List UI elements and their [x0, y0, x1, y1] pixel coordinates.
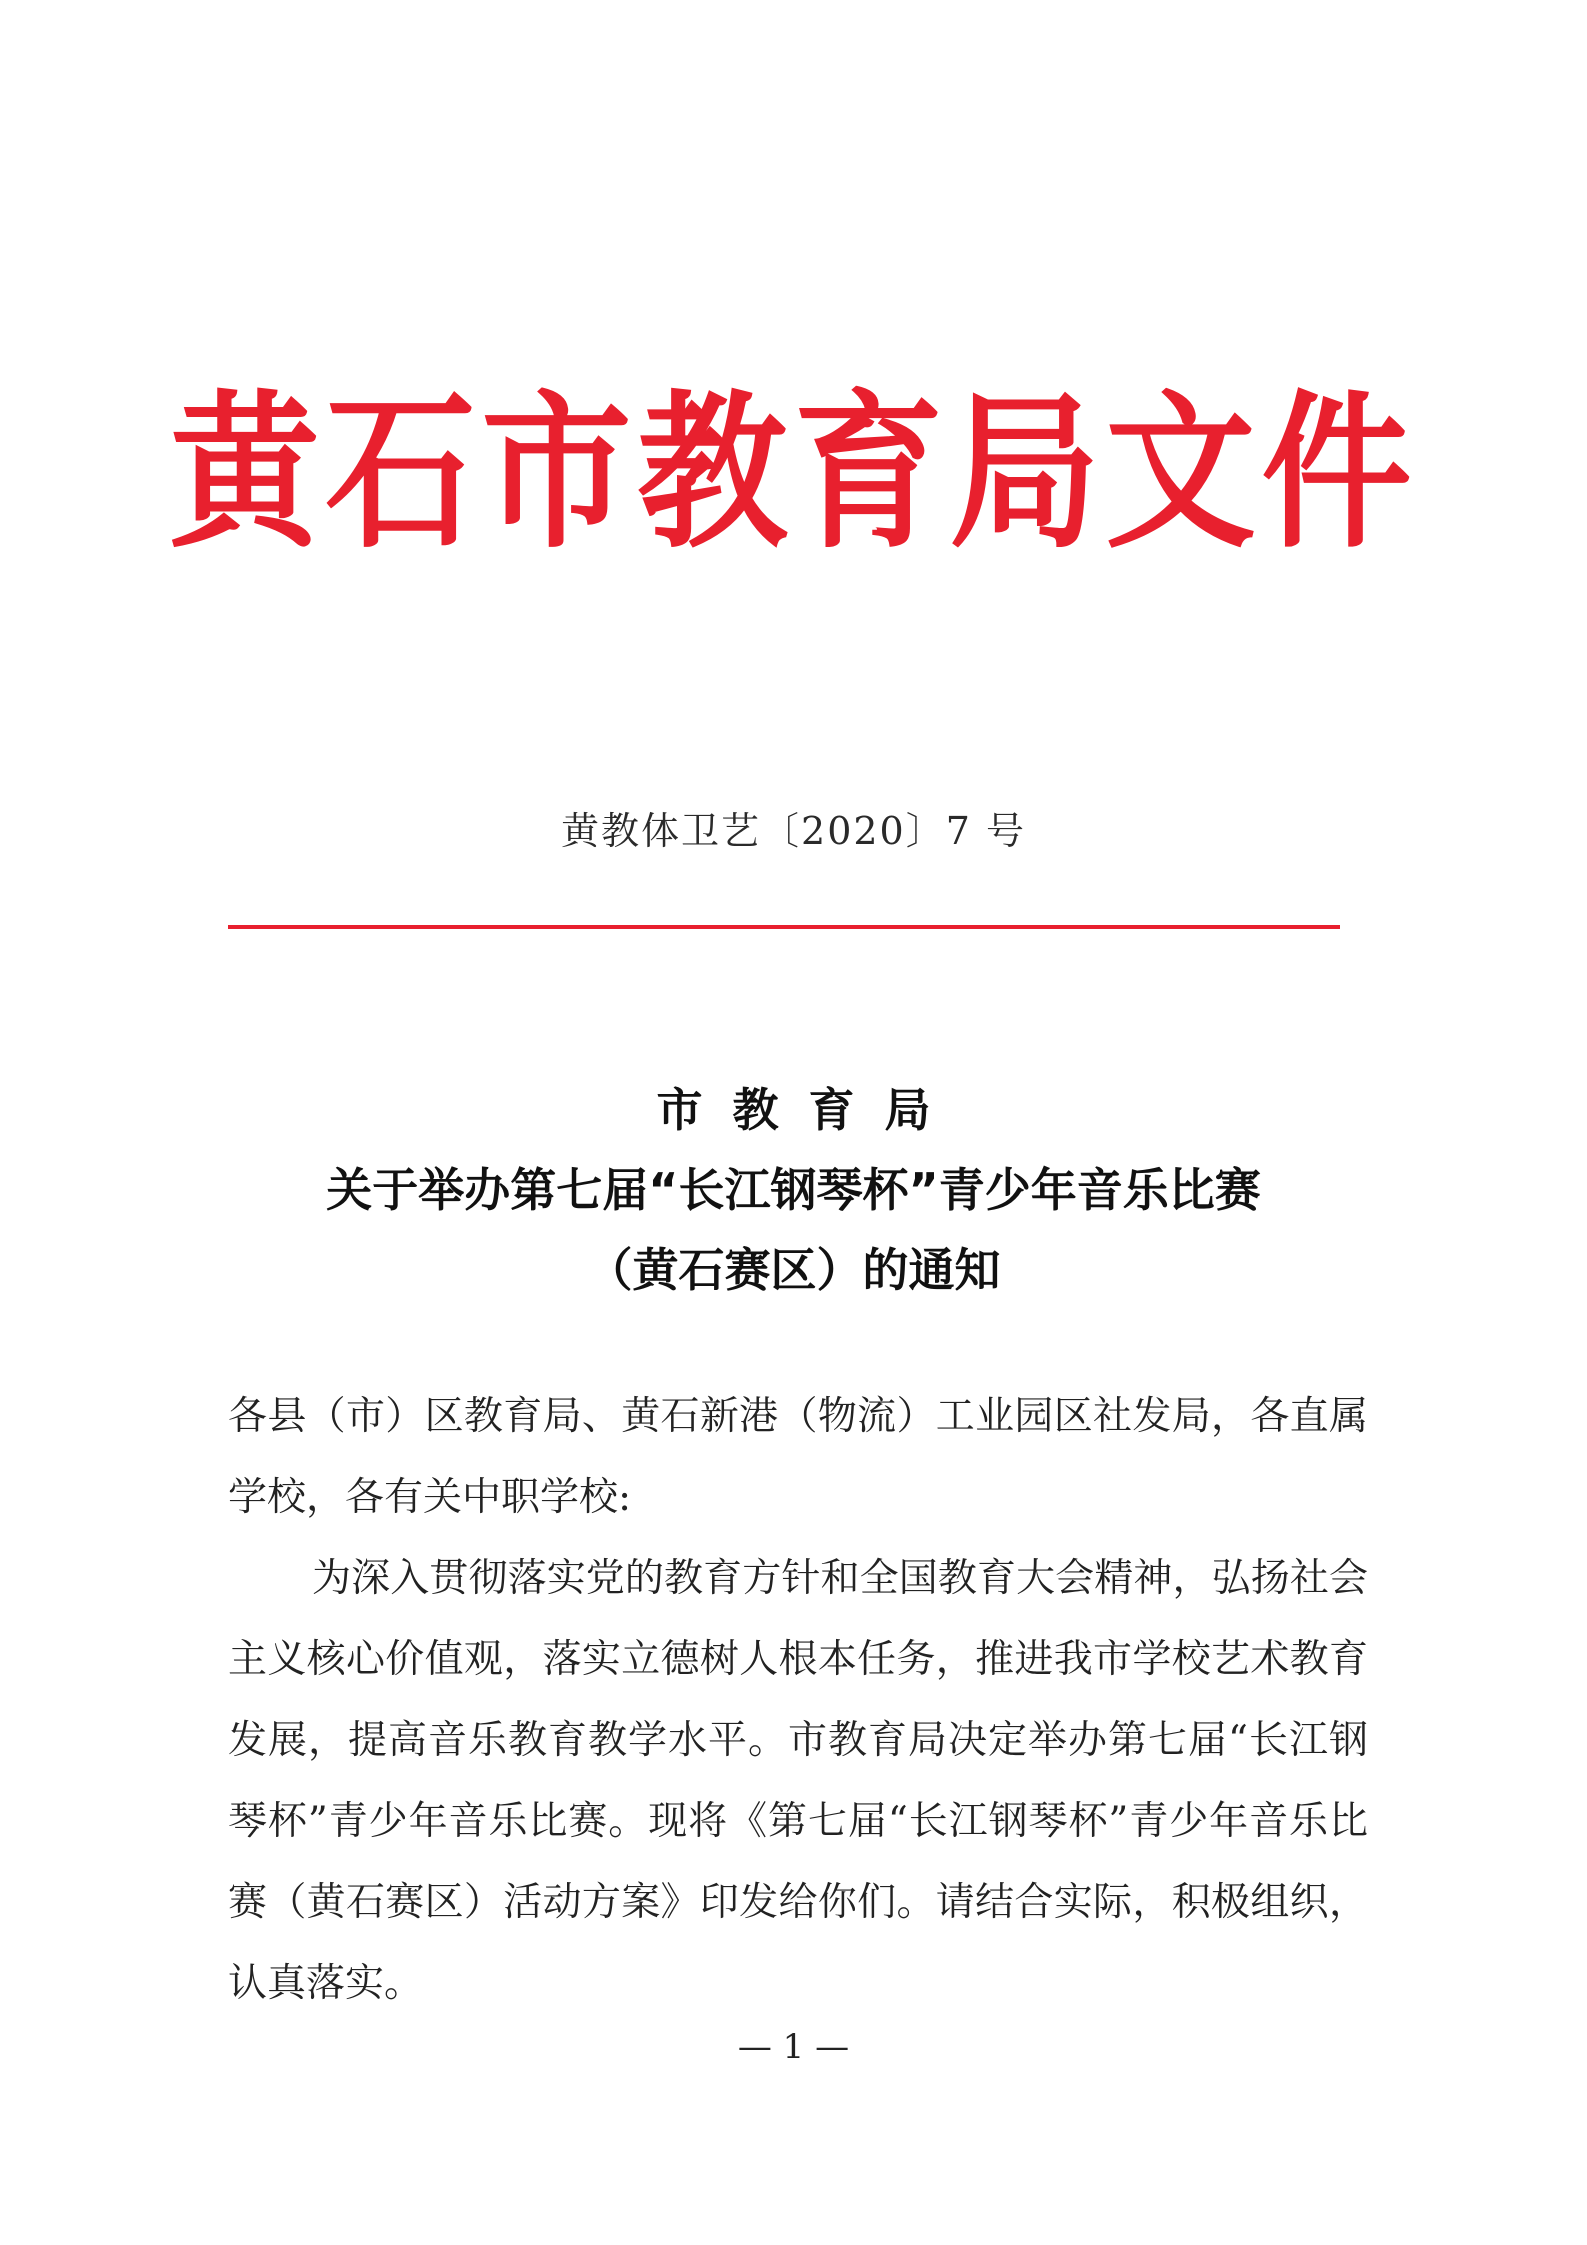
salutation: 各县（市）区教育局、黄石新港（物流）工业园区社发局，各直属学校，各有关中职学校:: [228, 1394, 1368, 1520]
masthead-title: 黄石市教育局文件: [169, 376, 1418, 572]
title-issuer: 市教育局: [656, 1083, 961, 1137]
page-number: — 1 —: [737, 2027, 850, 2067]
notice-title: [0, 1070, 1587, 1310]
body-paragraph: 为深入贯彻落实党的教育方针和全国教育大会精神，弘扬社会主义核心价值观，落实立德树人根本任务，推进我市学校艺术教育发展，提高音乐教育教学水平。市教育局决定举办第七届“长江钢琴杯”青少年音乐比赛。现将《第七届“长江钢琴杯”青少年音乐比赛（黄石赛区）活动方案》印发给你们。请结合实际，积极组织，认真落实。: [228, 1556, 1368, 2006]
title-subject: 关于举办第七届“长江钢琴杯”青少年音乐比赛: [326, 1163, 1261, 1217]
document-number: 黄教体卫艺〔2020〕7 号: [561, 809, 1026, 853]
notice-body: [228, 1376, 1368, 2024]
red-separator-line: [228, 925, 1340, 929]
title-suffix: （黄石赛区）的通知: [586, 1243, 1001, 1297]
